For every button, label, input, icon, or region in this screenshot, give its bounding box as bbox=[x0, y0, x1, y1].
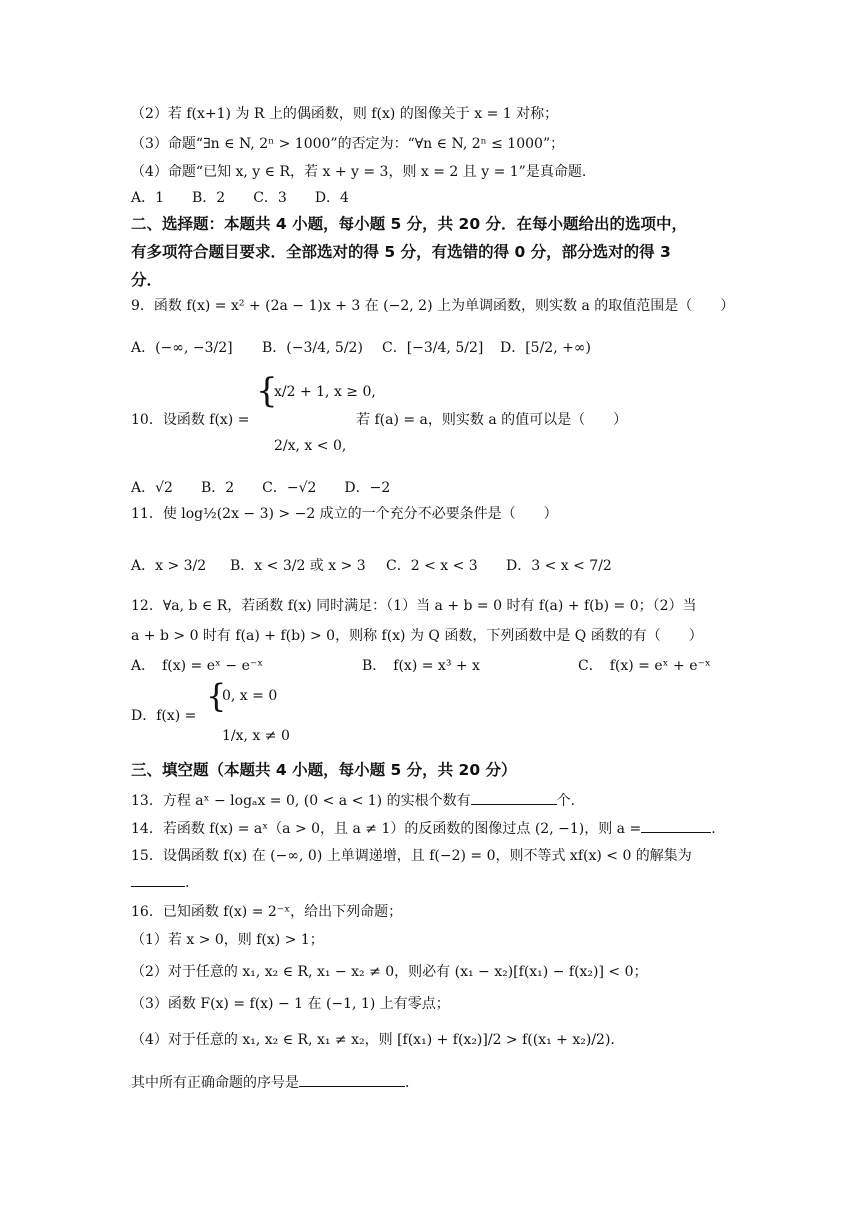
q9-option-a: A．(−∞, −3/2] bbox=[131, 340, 233, 356]
q10-brace: { bbox=[256, 371, 278, 411]
section-3-heading: 三、填空题（本题共 4 小题，每小题 5 分，共 20 分） bbox=[131, 761, 517, 779]
q16-statement-2: （2）对于任意的 x₁, x₂ ∈ R, x₁ − x₂ ≠ 0，则必有 (x₁ − x₂)[f(x₁) − f(x₂)] < 0； bbox=[131, 964, 648, 980]
q15-tail: . bbox=[185, 875, 190, 891]
section-2-heading-line1: 二、选择题：本题共 4 小题，每小题 5 分，共 20 分．在每小题给出的选项中， bbox=[131, 215, 688, 233]
q16-final-prompt bbox=[131, 1072, 409, 1093]
question-16: 16．已知函数 f(x) = 2⁻ˣ，给出下列命题； bbox=[131, 904, 403, 920]
q14-tail: . bbox=[711, 821, 716, 837]
q11-option-a: A．x > 3/2 bbox=[131, 558, 207, 574]
statement-3: （3）命题“∃n ∈ N, 2ⁿ > 1000”的否定为：“∀n ∈ N, 2ⁿ ≤ 1000”； bbox=[131, 136, 565, 152]
question-11: 11．使 log½(2x − 3) > −2 成立的一个充分不必要条件是（ ） bbox=[131, 506, 558, 522]
question-13 bbox=[131, 790, 575, 811]
q16-final-tail: . bbox=[405, 1075, 410, 1091]
q14-text: 14．若函数 f(x) = aˣ（a > 0，且 a ≠ 1）的反函数的图像过点 (2, −1)，则 a = bbox=[131, 821, 642, 837]
statement-4: （4）命题“已知 x, y ∈ R，若 x + y = 3，则 x = 2 且 y = 1”是真命题. bbox=[131, 164, 587, 180]
q14-answer-blank[interactable] bbox=[641, 818, 711, 833]
q11-option-b: B．x < 3/2 或 x > 3 bbox=[230, 558, 366, 574]
q16-statement-3: （3）函数 F(x) = f(x) − 1 在 (−1, 1) 上有零点； bbox=[131, 996, 450, 1012]
q10-options: A．√2 B．2 C．−√2 D．−2 bbox=[131, 480, 391, 496]
q11-option-c: C．2 < x < 3 bbox=[386, 558, 478, 574]
q12-option-d-brace: { bbox=[206, 677, 227, 715]
q16-answer-blank[interactable] bbox=[299, 1072, 405, 1087]
q12-option-d-case-2: 1/x, x ≠ 0 bbox=[222, 728, 290, 744]
q12-option-c: C． f(x) = eˣ + e⁻ˣ bbox=[578, 658, 711, 674]
question-12-line2: a + b > 0 时有 f(a) + f(b) > 0，则称 f(x) 为 Q 函数，下列函数中是 Q 函数的有（ ） bbox=[131, 628, 703, 644]
question-12-line1: 12．∀a, b ∈ R，若函数 f(x) 同时满足：（1）当 a + b = 0 时有 f(a) + f(b) = 0；（2）当 bbox=[131, 598, 697, 614]
question-9: 9．函数 f(x) = x² + (2a − 1)x + 3 在 (−2, 2) 上为单调函数，则实数 a 的取值范围是（ ） bbox=[131, 298, 735, 314]
q13-tail: 个. bbox=[556, 793, 576, 809]
q13-text: 13．方程 aˣ − logₐx = 0, (0 < a < 1) 的实根个数有 bbox=[131, 793, 471, 809]
section-2-heading-line3: 分． bbox=[131, 271, 163, 289]
q12-option-b: B． f(x) = x³ + x bbox=[362, 658, 480, 674]
q16-statement-4: （4）对于任意的 x₁, x₂ ∈ R, x₁ ≠ x₂，则 [f(x₁) + f(x₂)]/2 > f((x₁ + x₂)/2). bbox=[131, 1032, 615, 1048]
q12-option-d-label: D．f(x) = bbox=[131, 708, 197, 724]
statement-2: （2）若 f(x+1) 为 R 上的偶函数，则 f(x) 的图像关于 x = 1 对称； bbox=[131, 106, 559, 122]
q10-function-label: 10．设函数 f(x) = bbox=[131, 412, 250, 428]
q10-question: 若 f(a) = a，则实数 a 的值可以是（ ） bbox=[356, 412, 628, 428]
q16-statement-1: （1）若 x > 0，则 f(x) > 1； bbox=[131, 932, 324, 948]
q10-case-1: x/2 + 1, x ≥ 0, bbox=[274, 384, 376, 400]
q13-answer-blank[interactable] bbox=[471, 790, 557, 805]
q9-option-b: B．(−3/4, 5/2) bbox=[262, 340, 363, 356]
question-14 bbox=[131, 818, 716, 839]
q9-option-d: D．[5/2, +∞) bbox=[500, 340, 591, 356]
q10-case-2: 2/x, x < 0, bbox=[274, 438, 347, 454]
q15-answer-blank[interactable] bbox=[131, 872, 185, 887]
q9-option-c: C．[−3/4, 5/2] bbox=[382, 340, 484, 356]
q11-option-d: D．3 < x < 7/2 bbox=[506, 558, 612, 574]
q16-final-text: 其中所有正确命题的序号是 bbox=[131, 1075, 299, 1091]
q12-option-d-case-1: 0, x = 0 bbox=[222, 688, 278, 704]
question-15-line2 bbox=[131, 872, 189, 893]
section-2-heading-line2: 有多项符合题目要求．全部选对的得 5 分，有选错的得 0 分，部分选对的得 3 bbox=[131, 243, 671, 261]
q12-option-a: A． f(x) = eˣ − e⁻ˣ bbox=[131, 658, 264, 674]
q8-options: A．1 B．2 C．3 D．4 bbox=[131, 190, 349, 206]
question-15-line1: 15．设偶函数 f(x) 在 (−∞, 0) 上单调递增，且 f(−2) = 0，则不等式 xf(x) < 0 的解集为 bbox=[131, 848, 692, 864]
